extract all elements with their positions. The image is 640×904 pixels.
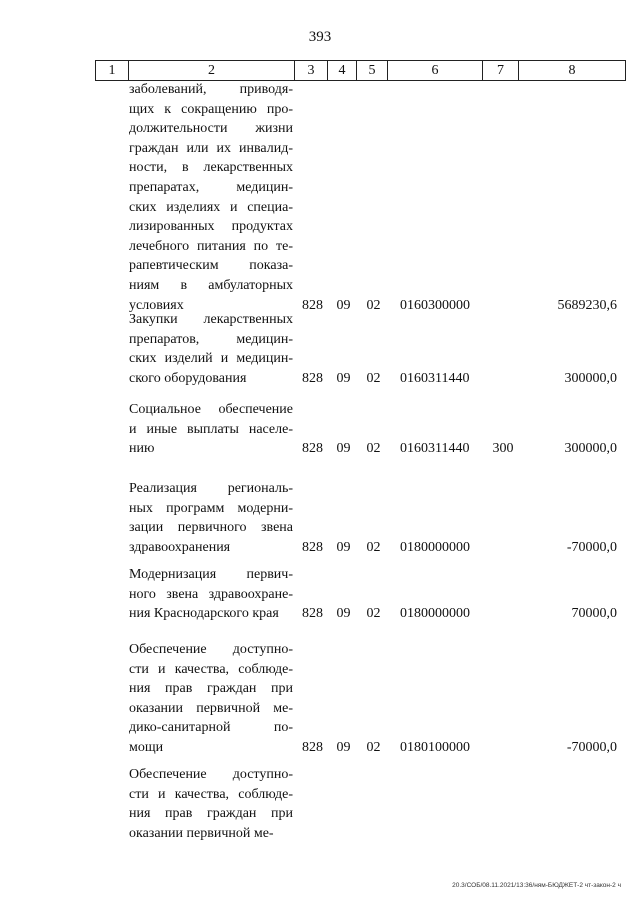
description-line: Обеспечение доступно- bbox=[129, 767, 293, 782]
description-line: ния Краснодарского края bbox=[129, 606, 279, 622]
target-article-cell: 0160311440 bbox=[400, 441, 470, 457]
description-line: препаратов, медицин- bbox=[129, 331, 293, 347]
description-line: сти и качества, соблюде- bbox=[129, 786, 293, 802]
description-line: нию bbox=[129, 441, 155, 457]
description-line: дико-санитарной по- bbox=[129, 720, 293, 736]
table-row bbox=[0, 640, 640, 758]
table-row bbox=[0, 80, 640, 315]
expense-type-cell: 300 bbox=[492, 441, 514, 457]
column-header-2: 2 bbox=[129, 61, 295, 81]
description-line: ности, в лекарственных bbox=[129, 160, 293, 176]
description-line: Модернизация первич- bbox=[129, 567, 293, 582]
description-line: Обеспечение доступно- bbox=[129, 642, 293, 657]
description-line: ния прав граждан при bbox=[129, 681, 293, 697]
table-row bbox=[0, 765, 640, 843]
column-header-5: 5 bbox=[357, 61, 388, 81]
section-cell: 09 bbox=[336, 441, 351, 457]
description-line: ния прав граждан при bbox=[129, 806, 293, 822]
row-description bbox=[129, 80, 293, 315]
description-line: ного звена здравоохране- bbox=[129, 586, 293, 602]
admin-code-cell: 828 bbox=[302, 740, 323, 755]
description-line: и иные выплаты населе- bbox=[129, 421, 293, 437]
column-header-6: 6 bbox=[388, 61, 483, 81]
budget-table-header bbox=[95, 60, 626, 81]
section-cell: 09 bbox=[336, 606, 351, 622]
table-row bbox=[0, 479, 640, 557]
table-row bbox=[0, 310, 640, 388]
description-line: мощи bbox=[129, 739, 164, 755]
target-article-cell: 0180000000 bbox=[400, 539, 470, 555]
row-description bbox=[129, 765, 293, 843]
description-line: оказании первичной ме- bbox=[129, 825, 274, 841]
description-line: должительности жизни bbox=[129, 121, 293, 137]
description-line: оказании первичной ме- bbox=[129, 700, 293, 716]
subsection-cell: 02 bbox=[366, 740, 381, 755]
description-line: здравоохранения bbox=[129, 539, 231, 555]
target-article-cell: 0180000000 bbox=[400, 606, 470, 622]
amount-cell: 70000,0 bbox=[571, 606, 617, 622]
description-line: ных программ модерни- bbox=[129, 500, 293, 516]
target-article-cell: 0160311440 bbox=[400, 370, 470, 386]
description-line: ских изделиях и специа- bbox=[129, 199, 293, 215]
row-description bbox=[129, 640, 293, 758]
row-description bbox=[129, 310, 293, 388]
subsection-cell: 02 bbox=[366, 370, 381, 386]
section-cell: 09 bbox=[336, 297, 351, 313]
column-header-3: 3 bbox=[295, 61, 328, 81]
subsection-cell: 02 bbox=[366, 606, 381, 622]
description-line: Социальное обеспечение bbox=[129, 402, 293, 417]
description-line: ского оборудования bbox=[129, 370, 247, 386]
column-header-1: 1 bbox=[96, 61, 129, 81]
amount-cell: -70000,0 bbox=[566, 539, 617, 555]
admin-code-cell: 828 bbox=[302, 539, 323, 555]
description-line: ниям в амбулаторных bbox=[129, 277, 293, 293]
amount-cell: -70000,0 bbox=[566, 740, 617, 755]
description-line: сти и качества, соблюде- bbox=[129, 661, 293, 677]
subsection-cell: 02 bbox=[366, 441, 381, 457]
admin-code-cell: 828 bbox=[302, 441, 323, 457]
description-line: условиях bbox=[129, 297, 184, 313]
description-line: заболеваний, приводя- bbox=[129, 82, 293, 97]
table-row bbox=[0, 400, 640, 459]
description-line: граждан или их инвалид- bbox=[129, 140, 293, 156]
amount-cell: 300000,0 bbox=[564, 441, 617, 457]
row-description bbox=[129, 565, 293, 624]
admin-code-cell: 828 bbox=[302, 297, 323, 313]
target-article-cell: 0160300000 bbox=[400, 297, 470, 313]
row-description bbox=[129, 400, 293, 459]
description-line: Закупки лекарственных bbox=[129, 312, 293, 327]
description-line: рапевтическим показа- bbox=[129, 258, 293, 274]
page-number: 393 bbox=[308, 29, 332, 45]
column-header-8: 8 bbox=[519, 61, 626, 81]
column-header-4: 4 bbox=[328, 61, 357, 81]
document-footer-code: 20.3/СОБ/08.11.2021/13:36/ням-БЮДЖЕТ-2 чт-закон-2 ч bbox=[452, 882, 621, 889]
admin-code-cell: 828 bbox=[302, 606, 323, 622]
description-line: лечебного питания по те- bbox=[129, 238, 293, 254]
description-line: препаратах, медицин- bbox=[129, 179, 293, 195]
section-cell: 09 bbox=[336, 539, 351, 555]
target-article-cell: 0180100000 bbox=[400, 740, 470, 755]
column-header-7: 7 bbox=[483, 61, 519, 81]
amount-cell: 300000,0 bbox=[564, 370, 617, 386]
subsection-cell: 02 bbox=[366, 297, 381, 313]
admin-code-cell: 828 bbox=[302, 370, 323, 386]
description-line: лизированных продуктах bbox=[129, 219, 293, 235]
row-description bbox=[129, 479, 293, 557]
subsection-cell: 02 bbox=[366, 539, 381, 555]
section-cell: 09 bbox=[336, 740, 351, 755]
description-line: щих к сокращению про- bbox=[129, 101, 293, 117]
description-line: зации первичного звена bbox=[129, 520, 293, 536]
description-line: ских изделий и медицин- bbox=[129, 351, 293, 367]
description-line: Реализация региональ- bbox=[129, 481, 293, 496]
section-cell: 09 bbox=[336, 370, 351, 386]
amount-cell: 5689230,6 bbox=[557, 297, 617, 313]
table-row bbox=[0, 565, 640, 624]
